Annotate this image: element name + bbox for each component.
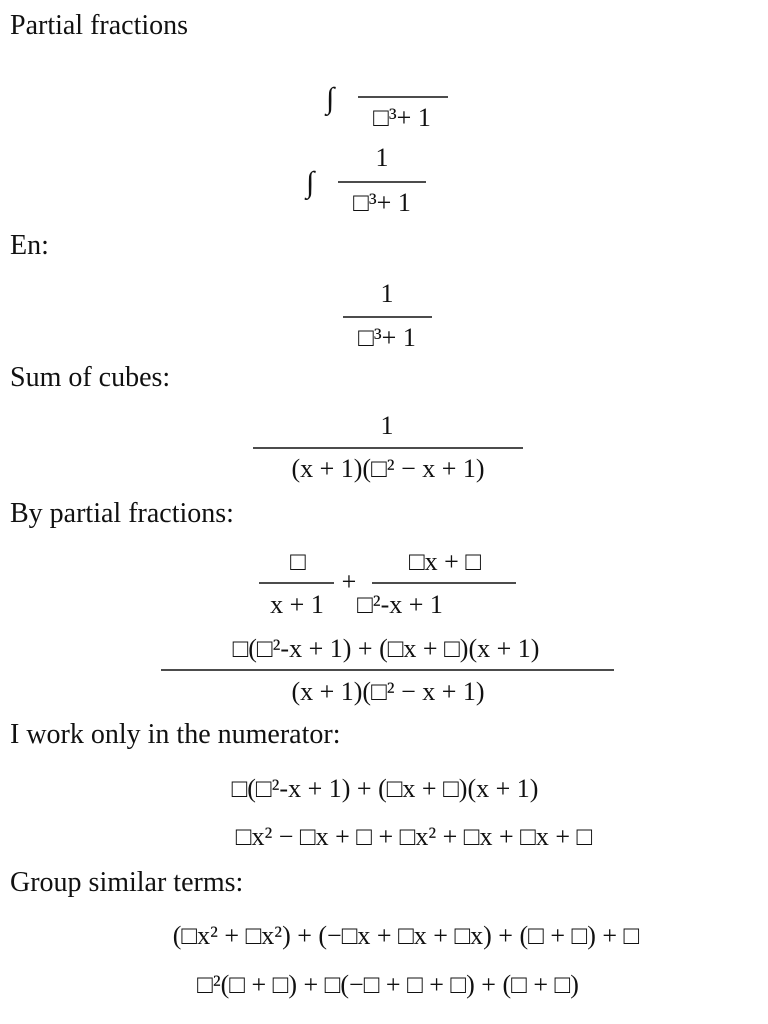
- denominator-x3-plus-1: □³+ 1: [353, 188, 411, 217]
- plus-sign: +: [341, 567, 357, 596]
- numerator-expression: □(□²-x + 1) + (□x + □)(x + 1): [231, 774, 539, 803]
- heading-sum-of-cubes: Sum of cubes:: [10, 362, 171, 393]
- heading-group-similar-terms: Group similar terms:: [10, 867, 244, 898]
- pf-left-numerator: □: [290, 547, 306, 576]
- denominator-x3-plus-1: □³+ 1: [373, 103, 431, 132]
- heading-en: En:: [10, 230, 49, 261]
- integral-sign: ∫: [326, 82, 335, 115]
- denominator-x3-plus-1: □³+ 1: [358, 323, 416, 352]
- factored-denominator: (x + 1)(□² − x + 1): [291, 454, 485, 483]
- grouped-expression-1: (□x² + □x²) + (−□x + □x + □x) + (□ + □) + □: [172, 921, 640, 950]
- heading-by-partial-fractions: By partial fractions:: [10, 498, 234, 529]
- expanded-expression: □x² − □x + □ + □x² + □x + □x + □: [235, 822, 593, 851]
- numerator-1: 1: [380, 411, 394, 440]
- numerator-1: 1: [375, 143, 389, 172]
- numerator-1: 1: [380, 279, 394, 308]
- heading-numerator-only: I work only in the numerator:: [10, 719, 341, 750]
- integral-sign: ∫: [306, 166, 315, 199]
- heading-partial-fractions: Partial fractions: [10, 10, 189, 41]
- combined-numerator: □(□²-x + 1) + (□x + □)(x + 1): [232, 634, 540, 663]
- pf-left-denominator: x + 1: [270, 590, 324, 619]
- combined-denominator: (x + 1)(□² − x + 1): [291, 677, 485, 706]
- pf-right-denominator: □²-x + 1: [357, 590, 443, 619]
- pf-right-numerator: □x + □: [408, 547, 482, 576]
- grouped-expression-2: □²(□ + □) + □(−□ + □ + □) + (□ + □): [197, 970, 579, 999]
